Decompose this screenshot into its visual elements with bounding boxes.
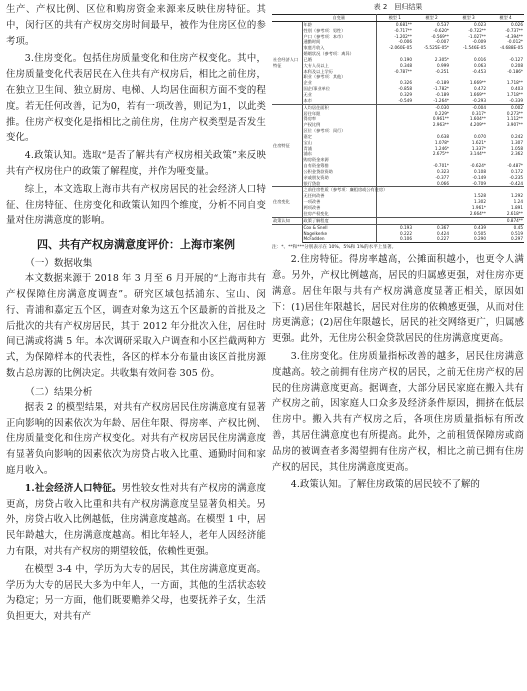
table-value-cell: 0.403 [511, 86, 523, 92]
paragraph-results-overview: 据表 2 的模型结果，对共有产权房居民住房满意度有显著正向影响的因素依次为年龄、居住年限、得房率、产权比例、住房质量变化和住房产权变化。对共有产权房居民住房满意度有显著负向影响的因素依次为房贷占收入比重、通勤时间和家庭月收入。 [6, 401, 266, 476]
table-value-cell: 2.618** [506, 210, 523, 216]
table-value-cell: -0.487* [507, 163, 523, 169]
table-value-cell [450, 217, 487, 224]
table-value-cell: 0.222 [400, 230, 412, 236]
table-value-cell: 0.026 [511, 21, 523, 27]
table-variable-cell: 浦东 [302, 151, 376, 157]
table-value-cell: 0.961** [432, 116, 449, 122]
table-variable-cell: 宝山 [302, 140, 376, 146]
table-value-cell: 0.323 [437, 168, 449, 174]
table-variable-cell: 婚姻状况（参考项：离异） [302, 51, 376, 57]
table-variable-cell: 自有资金筹措 [302, 163, 376, 169]
paragraph-housing-features: 生产、产权比例、区位和购房资金来源来反映住房特征。其中，闵行区的共有产权房交房时间最早，被作为住房区位的参考项。 [6, 4, 266, 47]
table-value-cell: -0.424 [509, 180, 523, 186]
table-value-cell: -0.787** [394, 68, 412, 74]
table-value-cell: -0.012* [507, 39, 523, 45]
table-value-cell: -1.027** [468, 33, 486, 39]
table-value-cell: 2.675** [432, 151, 449, 157]
table-value-cell: -1.546E-05 [463, 45, 486, 51]
table-value-cell: 0.45 [487, 224, 524, 230]
table-value-cell: 0.227 [413, 236, 450, 242]
table-value-cell: -0.235 [509, 174, 523, 180]
table-variable-cell: 家庭月收入 [302, 45, 376, 51]
table-variable-cell: 本科及以上学历 [302, 69, 376, 75]
table-variable-cell: 公积金贷款资助 [302, 169, 376, 175]
table-variable-cell: 得房率 [302, 116, 376, 122]
table-value-cell: -0.701* [433, 163, 449, 169]
table-value-cell: 2.664** [469, 210, 486, 216]
table-value-cell: -1.782* [433, 86, 449, 92]
table-value-cell: 1.621* [471, 139, 486, 145]
table-value-cell: 1.058 [511, 145, 523, 151]
table-value-cell: 0.108 [474, 168, 486, 174]
table-value-cell: -0.030 [413, 104, 450, 110]
table-value-cell: -0.293 [472, 97, 486, 103]
table-variable-cell: 企业 [302, 80, 376, 86]
table-variable-cell: 之前住房性质（参考项：廉租房或公有住房） [303, 187, 388, 193]
table-value-cell: 0.208 [511, 62, 523, 68]
paragraph-results-socioeconomic [6, 481, 266, 560]
table-value-cell: 2.963** [432, 122, 449, 128]
table-value-cell: 1.528 [474, 193, 486, 199]
table-variable-cell: 性别（参考项：男性） [302, 28, 376, 34]
table-value-cell: 0.326 [400, 80, 412, 86]
table-value-cell: -0.009 [472, 39, 486, 45]
paragraph-housing-change-results: 3.住房变化。住房质量指标改善的越多，居民住房满意度越高。较之前拥有住房产权的居民，之前无住房产权的居民的住房满意度更高。据调查，大部分居民家庭在搬入共有产权房之前，因家庭人口众多及经济条件原因，拥挤在低层住房中。搬入共有产权房之后，各项住房质量指标有所改善，其居住满意度也有所提高。此外，之前租赁保障房或商品房的被调查者多渴望拥有住房产权，相比之前已拥有住房产权的居民，其住房满意度更高。 [272, 351, 524, 473]
section-title: 四、共有产权房满意度评价：上海市案例 [37, 238, 235, 252]
table-variable-cell: 已婚 [302, 57, 376, 63]
table-variable-cell: 无业 [302, 92, 376, 98]
table-body [272, 21, 524, 242]
table-value-cell: -4.394** [505, 33, 523, 39]
table-variable-cell: Nagelkerke [302, 231, 376, 237]
table-row [272, 236, 524, 242]
table-value-cell: -0.709 [472, 180, 486, 186]
table-value-cell: -5.525E-05* [423, 45, 449, 51]
table-variable-cell: 无任何改善 [302, 193, 376, 199]
table-value-cell: 0.290 [450, 236, 487, 242]
table-group-label [272, 224, 302, 243]
table-value-cell: -0.620* [433, 27, 449, 33]
table-variable-cell: 青浦 [302, 146, 376, 152]
table-variable-cell: 职业（参考项：其他） [302, 74, 376, 80]
table-value-cell: 1.669** [469, 80, 486, 86]
table-variable-cell: 人均居住面积 [302, 104, 376, 110]
paragraph-policy-awareness: 4.政策认知。选取“是否了解共有产权房相关政策”来反映共有产权房住户的政策了解程度，并作为哑变量。 [6, 150, 266, 177]
paragraph-summary: 综上，本文选取上海市共有产权房居民的社会经济人口特征、住房特征、住房变化和政策认知四个维度，分析不同自变量对住房满意度的影响。 [6, 183, 266, 227]
table-value-cell: 0.424 [437, 230, 449, 236]
table-value-cell: -0.006 [398, 39, 412, 45]
table-value-cell: 0.329 [400, 91, 412, 97]
table-value-cell: -0.004 [450, 104, 487, 110]
table-value-cell: -0.569** [431, 33, 449, 39]
table-header-cell: 模型 2 [413, 15, 450, 22]
table-variable-cell: 两项改善 [302, 205, 376, 211]
table-variable-cell: 政策了解程度 [302, 217, 376, 224]
table-value-cell: 1.604** [469, 116, 486, 122]
table-variable-cell: McFadden [302, 236, 376, 242]
paragraph-lead: 1.社会经济人口特征。 [24, 482, 122, 494]
table-value-cell: 0.190 [400, 56, 412, 62]
table-value-cell: 0.505 [474, 230, 486, 236]
right-column [272, 2, 524, 688]
table-value-cell: 1.246* [434, 145, 449, 151]
paragraph-housing-change: 3.住房变化。包括住房质量变化和住房产权变化。其中，住房质量变化代表居民在入住共有产权房后，相比之前住房，在独立卫生间、独立厨房、电梯、人均居住面积方面不变的程度。若无任何改善，记为0，若有一项改善，则记为1，以此类推。住房产权变化是指相比之前住房，住房产权类型是否发生变化。 [6, 53, 266, 144]
table-group-label: 住房特征 [272, 104, 302, 187]
table-value-cell: -0.149 [472, 174, 486, 180]
table-value-cell: 0.070 [474, 133, 486, 139]
subsection-results: （二）结果分析 [25, 386, 93, 398]
table-header-cell [272, 15, 302, 22]
table-group-label: 住房变化 [272, 187, 302, 217]
table-variable-cell: 居住年限 [302, 111, 376, 117]
table-value-cell: 0.367 [413, 224, 450, 230]
table-variable-cell: 通勤时间 [302, 39, 376, 45]
table-value-cell: 0.229* [434, 110, 449, 116]
table-value-cell: -1.264* [433, 97, 449, 103]
paragraph-policy-results: 4.政策认知。了解住房政策的居民较不了解的 [290, 479, 480, 491]
table-variable-cell: 产权比例 [302, 122, 376, 128]
table-group-label: 社会经济人口特征 [272, 21, 302, 104]
table-variable-cell: 一项改善 [302, 199, 376, 205]
table-value-cell: 0.063 [474, 62, 486, 68]
table-value-cell: 0.317* [471, 110, 486, 116]
table-title: 表 2 回归结果 [373, 3, 423, 11]
table-value-cell: 0.066 [437, 180, 449, 186]
table-group-label: 政策认知 [272, 217, 302, 224]
table-variable-cell: 银行贷款 [302, 181, 376, 187]
table-value-cell: -0.339 [509, 97, 523, 103]
table-value-cell: 1.891 [511, 205, 523, 210]
table-header-cell: 模型 3 [450, 15, 487, 22]
table-header-cell: 模型 4 [487, 15, 524, 22]
table-variable-cell: 国企/事业单位 [302, 86, 376, 92]
table-value-cell: -0.549 [398, 97, 412, 103]
table-variable-cell: 亲戚朋友资助 [302, 175, 376, 181]
table-value-cell: -0.453 [472, 68, 486, 74]
table-value-cell: 0.537 [437, 21, 449, 27]
table-variable-cell: 大专人员以上 [302, 63, 376, 69]
paragraph-housing-characteristics: 2.住房特征。得房率越高，公摊面积越小，也更令人满意。另外，产权比例越高，居民的归属感更强，对住房亦更满意。居住年限与共有产权房满意度显著正相关，原因如下：(1)居住年限越长，居民对住房的依赖感更强，从而对住房更满意；(2)居住年限越长，居民的社交网络更广，归属感更强。此外，无住房公积金贷款居民的住房满意度更高。 [272, 254, 524, 345]
table-variable-cell: 区位（参考项：闵行） [302, 128, 376, 134]
table-value-cell: 1.292 [511, 193, 523, 199]
table-variable-cell: 嘉定 [302, 134, 376, 140]
table-value-cell: -0.189 [435, 91, 449, 97]
table-value-cell: 1.307 [511, 139, 523, 145]
table-value-cell: 2.305* [434, 56, 449, 62]
table-value-cell: 0.106 [376, 236, 413, 242]
table-value-cell: 0.016 [474, 56, 486, 62]
table-value-cell: 1.112** [506, 116, 523, 122]
table-value-cell: -4.688E-05 [500, 45, 523, 51]
table-value-cell: 0.472 [474, 86, 486, 92]
table-value-cell: 1.078* [434, 139, 449, 145]
table-note: 注：*、**和***分别表示在 10%、5%和 1%的水平上显著。 [272, 245, 397, 251]
table-variable-cell: 住房产权变化 [302, 211, 376, 217]
table-value-cell: 0.242 [511, 133, 523, 139]
table-variable-cell: 购房资金来源 [302, 157, 376, 163]
table-value-cell: 1.337* [471, 145, 486, 151]
table-value-cell [376, 217, 413, 224]
table-value-cell: 0.348 [400, 62, 412, 68]
table-value-cell: -0.186* [507, 68, 523, 74]
table-value-cell: 0.193 [376, 224, 413, 230]
table-variable-cell: 本市 [302, 98, 376, 104]
table-value-cell: -0.737** [505, 27, 523, 33]
table-value-cell: -0.189 [435, 80, 449, 86]
regression-table [272, 14, 524, 243]
table-value-cell: -1.202** [394, 33, 412, 39]
table-value-cell: 0.638 [437, 133, 449, 139]
table-variable-cell: 年龄 [302, 21, 376, 27]
table-value-cell: 0.002 [487, 104, 524, 110]
table-value-cell: 1.718** [506, 80, 523, 86]
table-value-cell: 2.362 [511, 151, 523, 157]
table-value-cell: 0.439 [450, 224, 487, 230]
table-value-cell: 1.24 [513, 199, 523, 205]
table-value-cell: 0.297 [487, 236, 524, 242]
table-header-row [272, 15, 524, 22]
left-column [6, 2, 266, 688]
table-value-cell: 0.519 [511, 230, 523, 236]
table-variable-cell: 户口（参考项：本市） [302, 34, 376, 40]
table-value-cell: 4.209** [469, 122, 486, 128]
table-value-cell: -0.722** [468, 27, 486, 33]
table-value-cell: 0.999 [437, 62, 449, 68]
table-value-cell: 0.172 [511, 168, 523, 174]
table-value-cell: -0.377 [435, 174, 449, 180]
table-value-cell: 3.907** [506, 122, 523, 128]
table-value-cell: 3.144** [469, 151, 486, 157]
table-value-cell [413, 217, 450, 224]
table-header-cell: 模型 1 [376, 15, 413, 22]
table-header-cell: 自变量 [302, 15, 376, 22]
paragraph-data-source: 本文数据来源于 2018 年 3 月至 6 月开展的“上海市共有产权保障住房满意度调查”。研究区域包括浦东、宝山、闵行、青浦和嘉定五个区，调查对象为这五个区最新的首批及之后批次的共有产权房居民，其于 2012 年分批次入住，居住时间已满或将满 5 年。本次调研采取入户调查和小区拦截两种方式，为保障样本的代表性，各区的样本分布量由该区首批房源数占总房源的比例决定。共收集有效问卷 305 份。 [6, 273, 266, 379]
table-value-cell: 1.302 [474, 199, 486, 205]
table-value-cell: 0.681** [395, 21, 412, 27]
table-value-cell: -0.858 [398, 86, 412, 92]
table-value-cell: -2.060E-05 [389, 45, 412, 51]
table-value-cell: 1.718** [506, 91, 523, 97]
table-value-cell: 1.669** [469, 91, 486, 97]
table-row [272, 217, 524, 224]
paragraph-body: 男性较女性对共有产权房的满意度更高，房贷占收入比重和共有产权房满意度呈显著负相关。另外，房贷占收入比例越低，住房满意度越高。在模型 1 中，居民年龄越大，住房满意度越高。相比年轻人，老年人因经济能力有限，对共有产权房的期望较低，依赖性更强。 [6, 482, 266, 557]
subsection-data-collection: （一）数据收集 [25, 258, 93, 270]
table-value-cell: -0.251 [435, 68, 449, 74]
table-value-cell: -0.624* [470, 163, 486, 169]
table-value-cell: -0.007 [435, 39, 449, 45]
table-value-cell: 0.273** [506, 110, 523, 116]
table-value-cell: -0.717** [394, 27, 412, 33]
table-value-cell: 0.874** [487, 217, 524, 224]
table-value-cell: 0.023 [474, 21, 486, 27]
table-value-cell: -0.127 [509, 56, 523, 62]
table-value-cell: 1.961* [471, 205, 486, 210]
table-variable-cell: Cox & Snell [302, 224, 376, 230]
paragraph-results-education: 在模型 3-4 中，学历为大专的居民，其住房满意度更高。学历为大专的居民大多为中年人，一方面，其他的生活状态较为稳定；另一方面，他们既要赡养父母，也要抚养子女，生活负担更大，对共有产 [6, 563, 266, 623]
